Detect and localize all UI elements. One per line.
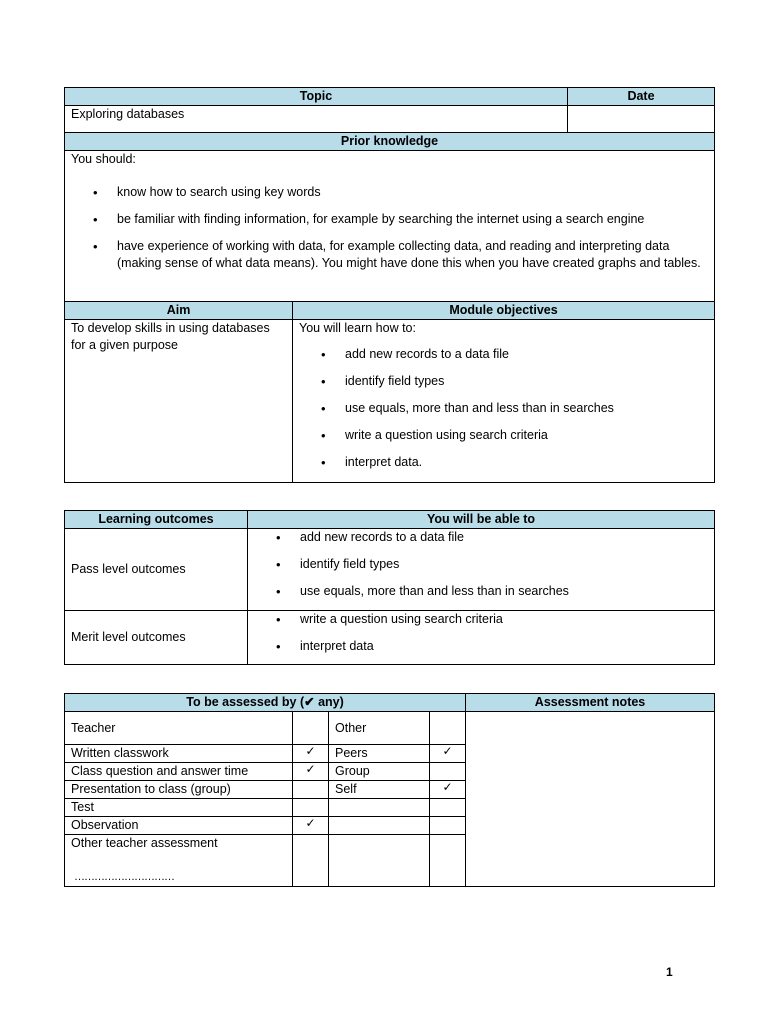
check-icon: ✓ bbox=[430, 781, 466, 799]
assessed-by-header: To be assessed by (✔ any) bbox=[65, 694, 466, 712]
list-item: • write a question using search criteria bbox=[254, 611, 708, 628]
other-label: Other bbox=[329, 712, 430, 745]
date-header: Date bbox=[568, 88, 715, 106]
pass-list bbox=[254, 529, 708, 600]
list-item: • identify field types bbox=[299, 373, 708, 390]
other-method bbox=[329, 817, 430, 835]
other-method: Self bbox=[329, 781, 430, 799]
assessment-table bbox=[64, 693, 715, 887]
other-method: Group bbox=[329, 763, 430, 781]
tick-cell bbox=[430, 835, 466, 887]
assessment-notes-header: Assessment notes bbox=[466, 694, 715, 712]
fill-in-line: ………………………… bbox=[74, 871, 174, 883]
merit-list bbox=[254, 611, 708, 655]
tick-cell bbox=[430, 799, 466, 817]
merit-level-label: Merit level outcomes bbox=[65, 611, 248, 665]
check-icon: ✓ bbox=[293, 745, 329, 763]
list-item: • add new records to a data file bbox=[254, 529, 708, 546]
teacher-method: Test bbox=[65, 799, 293, 817]
other-teacher-assessment-label: Other teacher assessment bbox=[71, 836, 218, 850]
list-item: • identify field types bbox=[254, 556, 708, 573]
objectives-cell bbox=[293, 320, 715, 483]
list-item: • add new records to a data file bbox=[299, 346, 708, 363]
tick-cell bbox=[430, 817, 466, 835]
list-item: • use equals, more than and less than in searches bbox=[254, 583, 708, 600]
list-item: • have experience of working with data, for example collecting data, and reading and interpreting data (making sense of what data means). You might have done this when you have created graphs and tables. bbox=[71, 238, 708, 272]
teacher-method: Presentation to class (group) bbox=[65, 781, 293, 799]
topic-header: Topic bbox=[65, 88, 568, 106]
objectives-list bbox=[299, 346, 708, 471]
other-method bbox=[329, 835, 430, 887]
teacher-method: Observation bbox=[65, 817, 293, 835]
aim-header: Aim bbox=[65, 302, 293, 320]
tick-cell bbox=[430, 712, 466, 745]
lesson-plan-table bbox=[64, 87, 715, 483]
check-icon: ✓ bbox=[430, 745, 466, 763]
teacher-method: Class question and answer time bbox=[65, 763, 293, 781]
check-icon: ✓ bbox=[293, 817, 329, 835]
list-item: • write a question using search criteria bbox=[299, 427, 708, 444]
prior-knowledge-cell bbox=[65, 151, 715, 302]
date-value bbox=[568, 106, 715, 133]
list-item: • be familiar with finding information, for example by searching the internet using a search engine bbox=[71, 211, 708, 228]
tick-cell bbox=[293, 835, 329, 887]
prior-list bbox=[71, 184, 708, 272]
other-teacher-assessment-cell bbox=[65, 835, 293, 887]
list-item: • use equals, more than and less than in searches bbox=[299, 400, 708, 417]
teacher-label: Teacher bbox=[65, 712, 293, 745]
teacher-method: Written classwork bbox=[65, 745, 293, 763]
aim-text: To develop skills in using databases for a given purpose bbox=[65, 320, 293, 483]
list-item: • know how to search using key words bbox=[71, 184, 708, 201]
learning-outcomes-header: Learning outcomes bbox=[65, 511, 248, 529]
prior-knowledge-header: Prior knowledge bbox=[65, 133, 715, 151]
other-method bbox=[329, 799, 430, 817]
module-objectives-header: Module objectives bbox=[293, 302, 715, 320]
able-to-header: You will be able to bbox=[248, 511, 715, 529]
objectives-intro: You will learn how to: bbox=[299, 321, 416, 335]
pass-level-label: Pass level outcomes bbox=[65, 529, 248, 611]
learning-outcomes-table bbox=[64, 510, 715, 665]
prior-intro: You should: bbox=[71, 152, 136, 166]
tick-cell bbox=[293, 781, 329, 799]
check-icon: ✓ bbox=[293, 763, 329, 781]
other-method: Peers bbox=[329, 745, 430, 763]
tick-cell bbox=[293, 799, 329, 817]
pass-items-cell bbox=[248, 529, 715, 611]
list-item: • interpret data bbox=[254, 638, 708, 655]
merit-items-cell bbox=[248, 611, 715, 665]
list-item: • interpret data. bbox=[299, 454, 708, 471]
assessment-notes-cell bbox=[466, 712, 715, 887]
tick-cell bbox=[293, 712, 329, 745]
tick-cell bbox=[430, 763, 466, 781]
topic-value: Exploring databases bbox=[65, 106, 568, 133]
page-number: 1 bbox=[666, 965, 673, 979]
